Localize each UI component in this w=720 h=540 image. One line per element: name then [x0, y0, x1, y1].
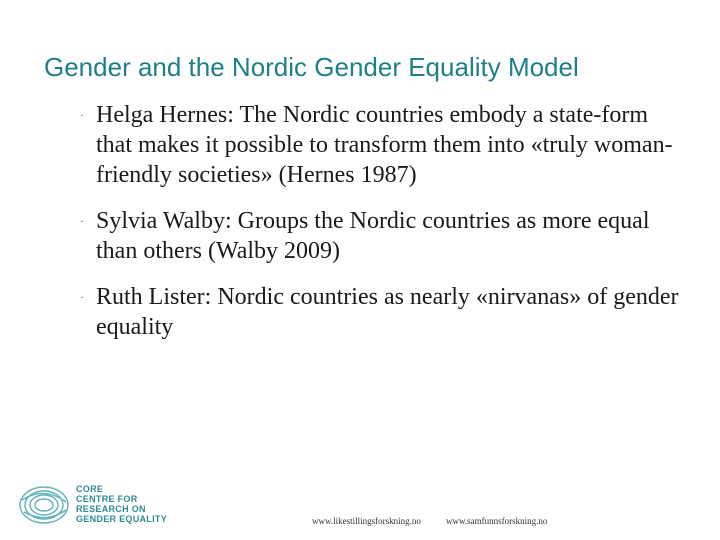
logo-text	[76, 484, 167, 524]
logo-line: CORE	[76, 484, 104, 494]
bullet-item	[80, 282, 686, 342]
bullet-item	[80, 206, 686, 266]
core-logo-icon	[16, 480, 72, 530]
logo-line: RESEARCH ON	[76, 504, 146, 514]
bullet-item	[80, 100, 686, 190]
core-logo	[16, 480, 176, 530]
footer-link-samfunn[interactable]: www.samfunnsforskning.no	[446, 516, 548, 526]
bullet-text: Sylvia Walby: Groups the Nordic countries as more equal than others (Walby 2009)	[96, 208, 650, 264]
bullet-text: Helga Hernes: The Nordic countries embody a state-form that makes it possible to transform them into «truly woman-friendly societies» (Hernes 1987)	[96, 102, 673, 188]
bullet-marker: ·	[80, 108, 84, 122]
logo-line: GENDER EQUALITY	[76, 514, 168, 524]
bullet-marker: ·	[80, 290, 84, 304]
slide-title: Gender and the Nordic Gender Equality Model	[44, 52, 579, 82]
bullet-list	[80, 100, 686, 358]
logo-line: CENTRE FOR	[76, 494, 138, 504]
bullet-marker: ·	[80, 214, 84, 228]
bullet-text: Ruth Lister: Nordic countries as nearly «nirvanas» of gender equality	[96, 284, 679, 340]
footer-link-likestilling[interactable]: www.likestillingsforskning.no	[312, 516, 421, 526]
